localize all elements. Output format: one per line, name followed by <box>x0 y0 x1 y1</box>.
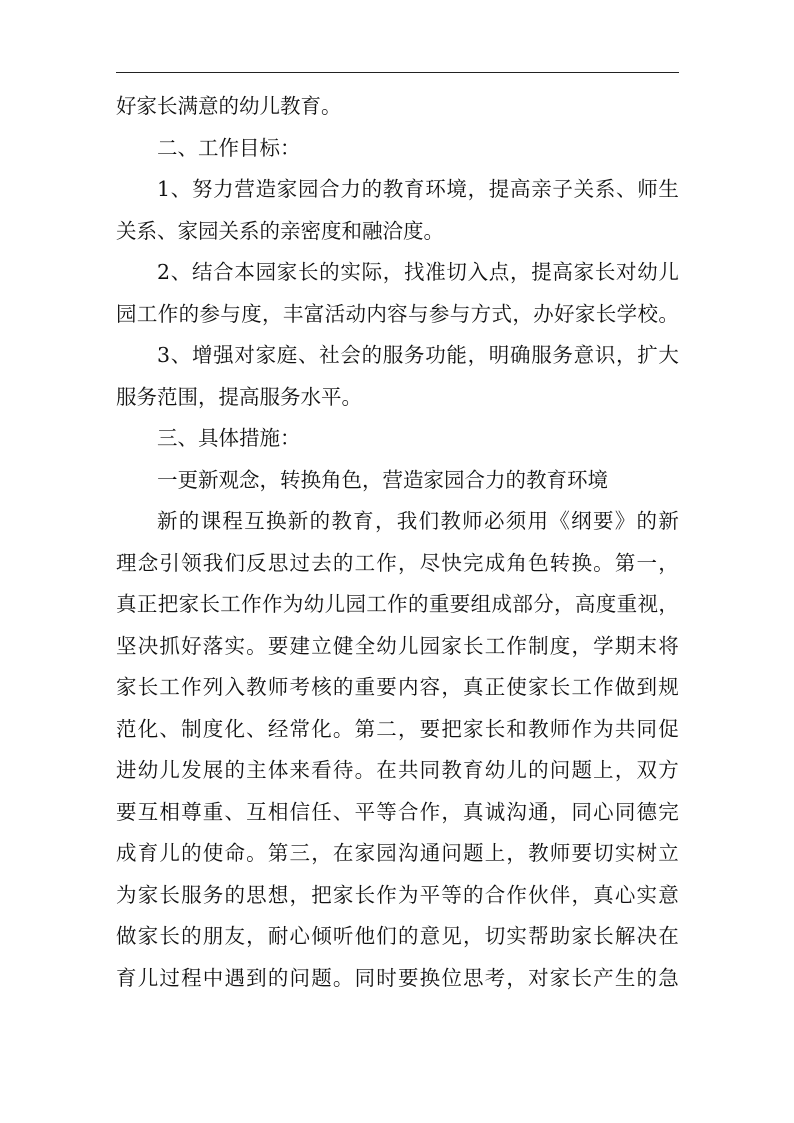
section-heading: 二、工作目标： <box>157 135 301 160</box>
text-line: 新 的 课 程 互 换 新 的 教 育 ， 我 们 教 师 必 须 用 《 纲 要 》 的 新 <box>157 509 679 533</box>
text-line: 范 化 、 制 度 化 、 经 常 化 。 第 二 ， 要 把 家 长 和 教 师 作 为 共 同 促 <box>116 716 679 741</box>
text-line: 为 家 长 服 务 的 思 想 ， 把 家 长 作 为 平 等 的 合 作 伙 伴 ， 真 心 实 意 <box>116 882 679 907</box>
text-line: 坚 决 抓 好 落 实 。 要 建 立 健 全 幼 儿 园 家 长 工 作 制 度 ， 学 期 末 将 <box>116 633 679 658</box>
text-line: 好家长满意的幼儿教育。 <box>116 94 342 118</box>
text-line: 成 育 儿 的 使 命 。 第 三 ， 在 家 园 沟 通 问 题 上 ， 教 师 要 切 实 树 立 <box>116 841 679 865</box>
text-line: 2 、 结 合 本 园 家 长 的 实 际 ， 找 准 切 入 点 ， 提 高 家 长 对 幼 儿 <box>157 260 679 284</box>
subsection-heading: 一更新观念，转换角色，营造家园合力的教育环境 <box>157 467 608 492</box>
document-body <box>116 86 679 999</box>
text-line: 进 幼 儿 发 展 的 主 体 来 看 待 。 在 共 同 教 育 幼 儿 的 问 题 上 ， 双 方 <box>116 758 679 782</box>
text-line: 1 、 努 力 营 造 家 园 合 力 的 教 育 环 境 ， 提 高 亲 子 关 系 、 师 生 <box>157 177 679 201</box>
text-line: 理 念 引 领 我 们 反 思 过 去 的 工 作 ， 尽 快 完 成 角 色 转 换 。 第 一 ， <box>116 550 679 575</box>
text-line: 关系、家园关系的亲密度和融洽度。 <box>116 218 444 243</box>
text-line: 做 家 长 的 朋 友 ， 耐 心 倾 听 他 们 的 意 见 ， 切 实 帮 助 家 长 解 决 在 <box>116 924 679 948</box>
section-heading: 三、具体措施： <box>157 426 301 450</box>
text-line: 家 长 工 作 列 入 教 师 考 核 的 重 要 内 容 ， 真 正 使 家 长 工 作 做 到 规 <box>116 675 679 699</box>
text-line: 3 、 增 强 对 家 庭 、 社 会 的 服 务 功 能 ， 明 确 服 务 意 识 ， 扩 大 <box>157 343 679 367</box>
header-rule <box>116 72 679 73</box>
text-line: 育 儿 过 程 中 遇 到 的 问 题 。 同 时 要 换 位 思 考 ， 对 家 长 产 生 的 急 <box>116 965 679 990</box>
text-line: 真 正 把 家 长 工 作 作 为 幼 儿 园 工 作 的 重 要 组 成 部 分 ， 高 度 重 视 ， <box>116 592 679 616</box>
text-line: 要 互 相 尊 重 、 互 相 信 任 、 平 等 合 作 ， 真 诚 沟 通 ， 同 心 同 德 完 <box>116 799 679 824</box>
text-line: 园 工 作 的 参 与 度 ， 丰 富 活 动 内 容 与 参 与 方 式 ， 办 好 家 长 学 校 。 <box>116 301 679 326</box>
text-line: 服务范围，提高服务水平。 <box>116 384 362 409</box>
